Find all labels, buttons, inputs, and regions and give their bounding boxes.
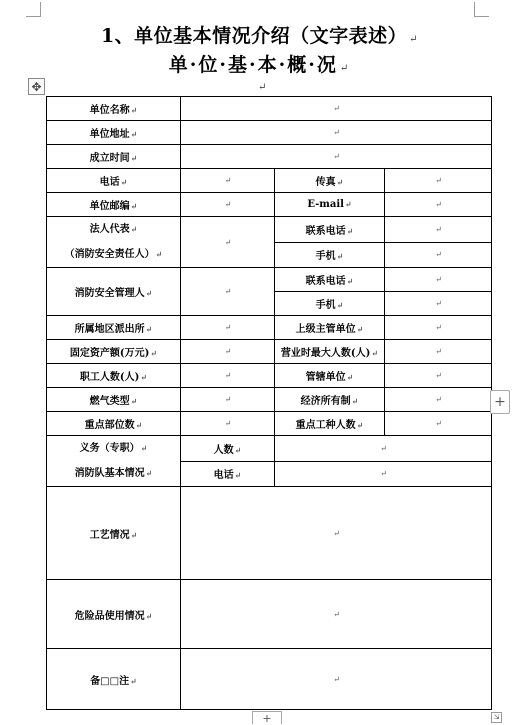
document-title <box>0 21 519 48</box>
label-cell: 管辖单位↵ <box>275 364 385 388</box>
label-cell: 工艺情况↵ <box>47 487 181 580</box>
label-cell: 所属地区派出所↵ <box>47 316 181 340</box>
add-row-icon[interactable]: + <box>252 711 282 724</box>
label-cell: 联系电话↵ <box>275 217 385 243</box>
label-cell: 单位地址↵ <box>47 121 181 145</box>
fixed-assets-field[interactable]: ↵ <box>181 340 275 364</box>
table-move-handle-icon[interactable]: ✥ <box>28 78 45 95</box>
table-row <box>47 193 492 217</box>
safety-manager-phone-field[interactable]: ↵ <box>385 268 492 292</box>
label-cell: 经济所有制↵ <box>275 388 385 412</box>
page-corner-mark <box>26 2 41 17</box>
label-cell: 备□□注↵ <box>47 649 181 710</box>
police-station-field[interactable]: ↵ <box>181 316 275 340</box>
unit-name-field[interactable]: ↵ <box>181 97 492 121</box>
staff-count-field[interactable]: ↵ <box>181 364 275 388</box>
label-cell: 人数↵ <box>181 436 275 462</box>
remarks-field[interactable]: ↵ <box>181 649 492 710</box>
safety-manager-field[interactable]: ↵ <box>181 268 275 316</box>
fax-field[interactable]: ↵ <box>385 169 492 193</box>
brigade-phone-field[interactable]: ↵ <box>275 461 492 487</box>
paragraph-mark: ↵ <box>258 82 267 93</box>
table-row <box>47 268 492 292</box>
label-cell: 消防安全管理人↵ <box>47 268 181 316</box>
label-cell: 燃气类型↵ <box>47 388 181 412</box>
paragraph-mark: ↵ <box>339 63 351 74</box>
unit-address-field[interactable]: ↵ <box>181 121 492 145</box>
legal-rep-field[interactable]: ↵ <box>181 217 275 268</box>
table-row <box>47 97 492 121</box>
postal-code-field[interactable]: ↵ <box>181 193 275 217</box>
gas-type-field[interactable]: ↵ <box>181 388 275 412</box>
max-people-field[interactable]: ↵ <box>385 340 492 364</box>
ownership-field[interactable]: ↵ <box>385 388 492 412</box>
table-row <box>47 487 492 580</box>
jurisdiction-unit-field[interactable]: ↵ <box>385 364 492 388</box>
paragraph-mark: ↵ <box>409 34 419 45</box>
label-cell: 法人代表↵ （消防安全责任人）↵ <box>47 217 181 268</box>
brigade-headcount-field[interactable]: ↵ <box>275 436 492 462</box>
document-subtitle <box>0 50 519 77</box>
table-row <box>47 145 492 169</box>
key-parts-count-field[interactable]: ↵ <box>181 412 275 436</box>
label-cell: 联系电话↵ <box>275 268 385 292</box>
label-cell: 手机↵ <box>275 292 385 316</box>
unit-info-table <box>46 96 492 710</box>
document-title-text: 1、单位基本情况介绍（文字表述） <box>100 25 408 47</box>
document-subtitle-text: 单·位·基·本·概·况 <box>168 54 338 76</box>
phone-field[interactable]: ↵ <box>181 169 275 193</box>
supervisor-unit-field[interactable]: ↵ <box>385 316 492 340</box>
label-cell: 单位邮编↵ <box>47 193 181 217</box>
label-cell: 电话↵ <box>181 461 275 487</box>
label-cell: 营业时最大人数(人)↵ <box>275 340 385 364</box>
label-cell: 重点工种人数↵ <box>275 412 385 436</box>
table-row <box>47 388 492 412</box>
legal-rep-mobile-field[interactable]: ↵ <box>385 242 492 268</box>
label-cell: 职工人数(人)↵ <box>47 364 181 388</box>
table-row <box>47 364 492 388</box>
safety-manager-mobile-field[interactable]: ↵ <box>385 292 492 316</box>
table-row <box>47 121 492 145</box>
label-cell: 单位名称↵ <box>47 97 181 121</box>
legal-rep-phone-field[interactable]: ↵ <box>385 217 492 243</box>
table-row <box>47 316 492 340</box>
page-corner-mark <box>474 2 489 17</box>
hazmat-field[interactable]: ↵ <box>181 580 492 649</box>
label-cell: 电话↵ <box>47 169 181 193</box>
label-cell: 手机↵ <box>275 242 385 268</box>
table-row <box>47 580 492 649</box>
add-column-icon[interactable]: + <box>490 390 510 414</box>
table-row <box>47 649 492 710</box>
label-cell: 上级主管单位↵ <box>275 316 385 340</box>
key-workers-count-field[interactable]: ↵ <box>385 412 492 436</box>
table-row <box>47 217 492 243</box>
label-cell: 成立时间↵ <box>47 145 181 169</box>
label-cell: 固定资产额(万元)↵ <box>47 340 181 364</box>
table-row <box>47 340 492 364</box>
established-field[interactable]: ↵ <box>181 145 492 169</box>
label-cell: E-mail↵ <box>275 193 385 217</box>
label-cell: 危险品使用情况↵ <box>47 580 181 649</box>
table-row <box>47 169 492 193</box>
process-field[interactable]: ↵ <box>181 487 492 580</box>
label-cell: 重点部位数↵ <box>47 412 181 436</box>
table-row <box>47 412 492 436</box>
table-resize-handle-icon[interactable]: ⇲ <box>491 712 502 723</box>
table-row <box>47 436 492 462</box>
email-field[interactable]: ↵ <box>385 193 492 217</box>
label-cell: 义务（专职）↵ 消防队基本情况↵ <box>47 436 181 487</box>
label-cell: 传真↵ <box>275 169 385 193</box>
